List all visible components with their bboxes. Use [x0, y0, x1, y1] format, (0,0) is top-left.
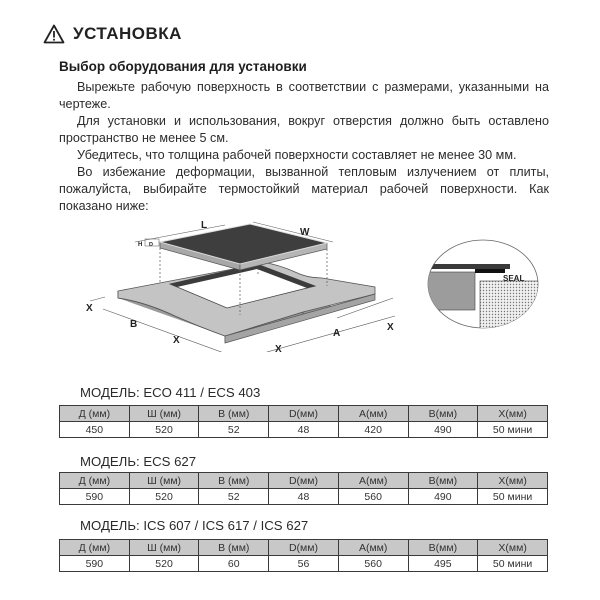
paragraph: Во избежание деформации, вызванной тепловым излучением от плиты, пожалуйста, выбирайте термостойкий материал рабочей поверхности. Как показано ниже: — [59, 165, 549, 213]
column-header: А(мм) — [338, 406, 408, 422]
column-header: Д (мм) — [60, 540, 130, 556]
column-header: Ш (мм) — [129, 406, 199, 422]
column-header: D(мм) — [269, 473, 339, 489]
column-header: D(мм) — [269, 540, 339, 556]
table-cell: 420 — [338, 422, 408, 438]
table-cell: 495 — [408, 556, 478, 572]
column-header: В (мм) — [199, 540, 269, 556]
table-cell: 50 мини — [478, 489, 548, 505]
dimension-label-a: A — [333, 328, 341, 339]
table-cell: 48 — [269, 422, 339, 438]
table-cell: 520 — [129, 556, 199, 572]
dimension-label-x: X — [275, 344, 282, 352]
table-cell: 520 — [129, 422, 199, 438]
dimension-label-d: D — [149, 242, 153, 248]
table-cell: 60 — [199, 556, 269, 572]
column-header: D(мм) — [269, 406, 339, 422]
paragraph: Вырежьте рабочую поверхность в соответствии с размерами, указанными на чертеже. — [59, 80, 549, 111]
dimension-label-x: X — [173, 335, 180, 346]
column-header: Ш (мм) — [129, 540, 199, 556]
column-header: А(мм) — [338, 473, 408, 489]
table-cell: 56 — [269, 556, 339, 572]
dimension-label-x: X — [387, 322, 394, 333]
model-label: МОДЕЛЬ: ECO 411 / ECS 403 — [80, 385, 261, 400]
dimension-label-x: X — [86, 303, 93, 314]
table-cell: 560 — [338, 556, 408, 572]
column-header: В(мм) — [408, 406, 478, 422]
model-label: МОДЕЛЬ: ICS 607 / ICS 617 / ICS 627 — [80, 518, 309, 533]
table-row — [60, 556, 548, 572]
table-cell: 50 мини — [478, 422, 548, 438]
column-header: А(мм) — [338, 540, 408, 556]
section-header — [43, 24, 182, 44]
column-header: X(мм) — [478, 540, 548, 556]
seal-detail-diagram — [425, 232, 545, 332]
table-row — [60, 422, 548, 438]
paragraph: Убедитесь, что толщина рабочей поверхности составляет не менее 30 мм. — [77, 148, 517, 162]
page-title: УСТАНОВКА — [73, 24, 182, 43]
column-header: В (мм) — [199, 406, 269, 422]
table-header-row — [60, 406, 548, 422]
column-header: Д (мм) — [60, 473, 130, 489]
table-cell: 52 — [199, 489, 269, 505]
column-header: X(мм) — [478, 406, 548, 422]
table-cell: 50 мини — [478, 556, 548, 572]
column-header: В(мм) — [408, 540, 478, 556]
dimension-label-b: B — [130, 319, 138, 330]
table-cell: 590 — [60, 556, 130, 572]
table-header-row — [60, 540, 548, 556]
seal-label: SEAL — [503, 274, 525, 283]
dimension-label-l: L — [201, 220, 208, 231]
table-cell: 490 — [408, 422, 478, 438]
paragraph: Для установки и использования, вокруг отверстия должно быть оставлено пространство не менее 5 см. — [59, 114, 549, 145]
section-subtitle: Выбор оборудования для установки — [59, 59, 307, 74]
spec-table — [59, 405, 548, 438]
column-header: Ш (мм) — [129, 473, 199, 489]
table-row — [60, 489, 548, 505]
dimension-label-h: H — [138, 242, 143, 248]
installation-diagram — [75, 212, 405, 352]
table-cell: 48 — [269, 489, 339, 505]
table-cell: 520 — [129, 489, 199, 505]
warning-triangle-icon — [43, 24, 65, 44]
column-header: X(мм) — [478, 473, 548, 489]
table-cell: 490 — [408, 489, 478, 505]
table-header-row — [60, 473, 548, 489]
column-header: В(мм) — [408, 473, 478, 489]
column-header: Д (мм) — [60, 406, 130, 422]
dimension-label-w: W — [300, 227, 310, 238]
instructions — [59, 79, 549, 215]
spec-table — [59, 539, 548, 572]
column-header: В (мм) — [199, 473, 269, 489]
table-cell: 450 — [60, 422, 130, 438]
model-label: МОДЕЛЬ: ECS 627 — [80, 454, 197, 469]
spec-table — [59, 472, 548, 505]
table-cell: 560 — [338, 489, 408, 505]
table-cell: 590 — [60, 489, 130, 505]
table-cell: 52 — [199, 422, 269, 438]
